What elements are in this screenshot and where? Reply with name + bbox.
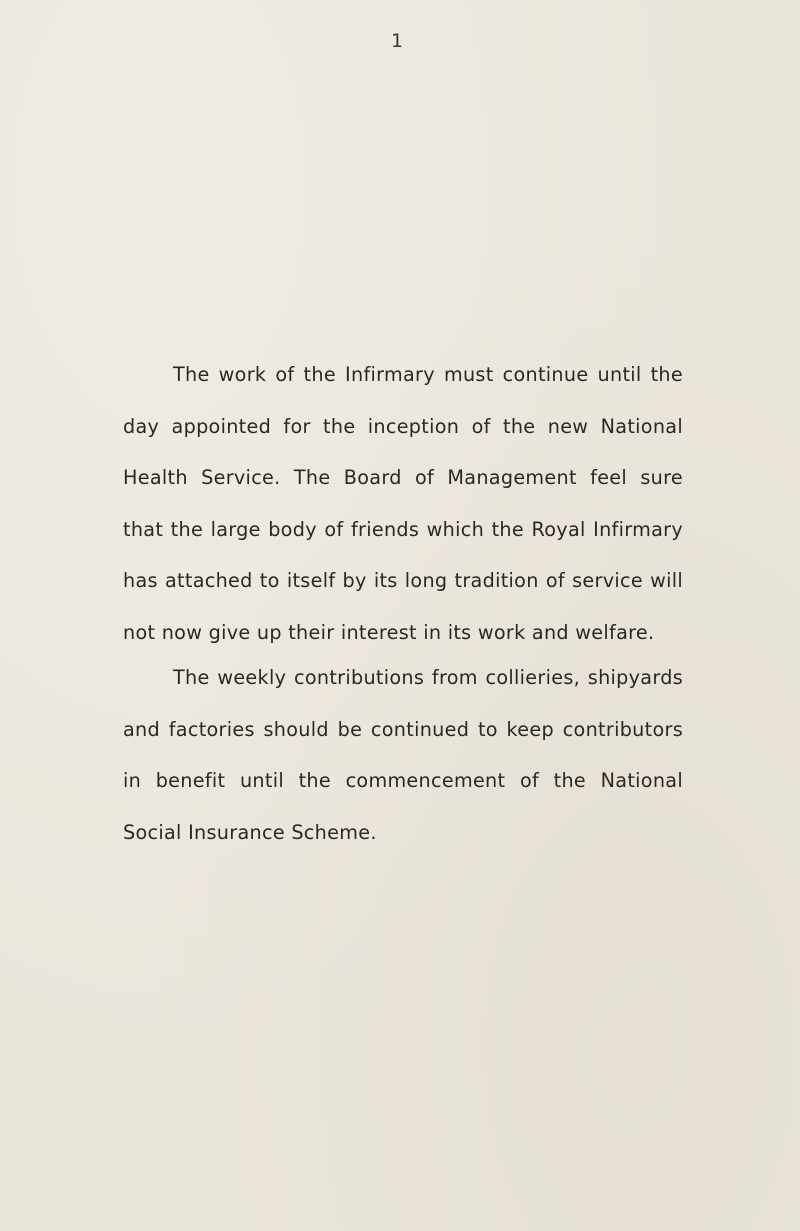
text-line: The weekly contributions from collieries, shipyards: [173, 666, 683, 689]
page-number: 1: [391, 30, 404, 52]
text-line: Health Service. The Board of Management feel sure: [123, 466, 683, 489]
text-line: Social Insurance Scheme.: [123, 820, 377, 844]
text-line: in benefit until the commencement of the National: [123, 769, 683, 792]
text-line: and factories should be continued to keep contributors: [123, 717, 683, 741]
paragraph-infirmary-work: [123, 349, 683, 658]
text-line: that the large body of friends which the Royal Infirmary: [123, 517, 683, 541]
paragraph-weekly-contributions: [123, 652, 683, 858]
text-line: The work of the Infirmary must continue until the: [173, 363, 683, 386]
text-line: day appointed for the inception of the new National: [123, 414, 683, 438]
text-line: not now give up their interest in its work and welfare.: [123, 620, 655, 644]
text-line: has attached to itself by its long tradition of service will: [123, 569, 683, 592]
